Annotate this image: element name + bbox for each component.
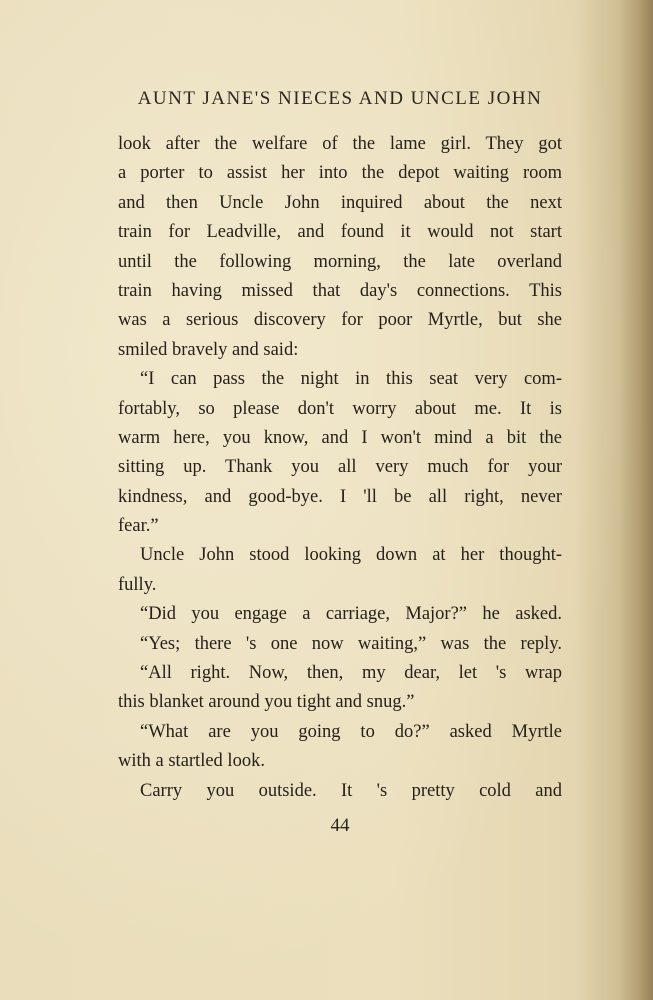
text-line: “All right. Now, then, my dear, let 's wrap — [140, 663, 562, 684]
text-line: train having missed that day's connections. This — [118, 280, 562, 301]
text-line: fully. — [118, 574, 157, 595]
text-line: fortably, so please don't worry about me. It is — [118, 398, 562, 419]
text-line: fear.” — [118, 516, 159, 537]
text-line: train for Leadville, and found it would not start — [118, 222, 562, 243]
text-line: this blanket around you tight and snug.” — [118, 692, 415, 713]
text-line: “What are you going to do?” asked Myrtle — [140, 721, 562, 742]
page-edge-shadow — [619, 0, 653, 1000]
text-line: a porter to assist her into the depot waiting room — [118, 163, 562, 184]
text-line: with a startled look. — [118, 751, 265, 772]
text-line: was a serious discovery for poor Myrtle, but she — [118, 310, 562, 331]
text-line: Carry you outside. It 's pretty cold and — [140, 780, 562, 801]
body-text — [118, 130, 562, 806]
text-line: “Did you engage a carriage, Major?” he asked. — [140, 604, 562, 625]
text-line: smiled bravely and said: — [118, 339, 299, 360]
text-line: “I can pass the night in this seat very com- — [140, 369, 562, 390]
text-line: warm here, you know, and I won't mind a bit the — [118, 427, 562, 448]
text-line: Uncle John stood looking down at her thought- — [140, 545, 562, 566]
text-line: and then Uncle John inquired about the next — [118, 192, 562, 213]
page-number: 44 — [330, 815, 350, 836]
text-line: “Yes; there 's one now waiting,” was the reply. — [140, 633, 562, 654]
text-line: until the following morning, the late overland — [118, 251, 562, 272]
text-line: look after the welfare of the lame girl. They got — [118, 134, 562, 154]
text-line: sitting up. Thank you all very much for your — [118, 457, 562, 478]
text-line: kindness, and good-bye. I 'll be all right, never — [118, 486, 562, 507]
running-head: AUNT JANE'S NIECES AND UNCLE JOHN — [137, 88, 543, 109]
